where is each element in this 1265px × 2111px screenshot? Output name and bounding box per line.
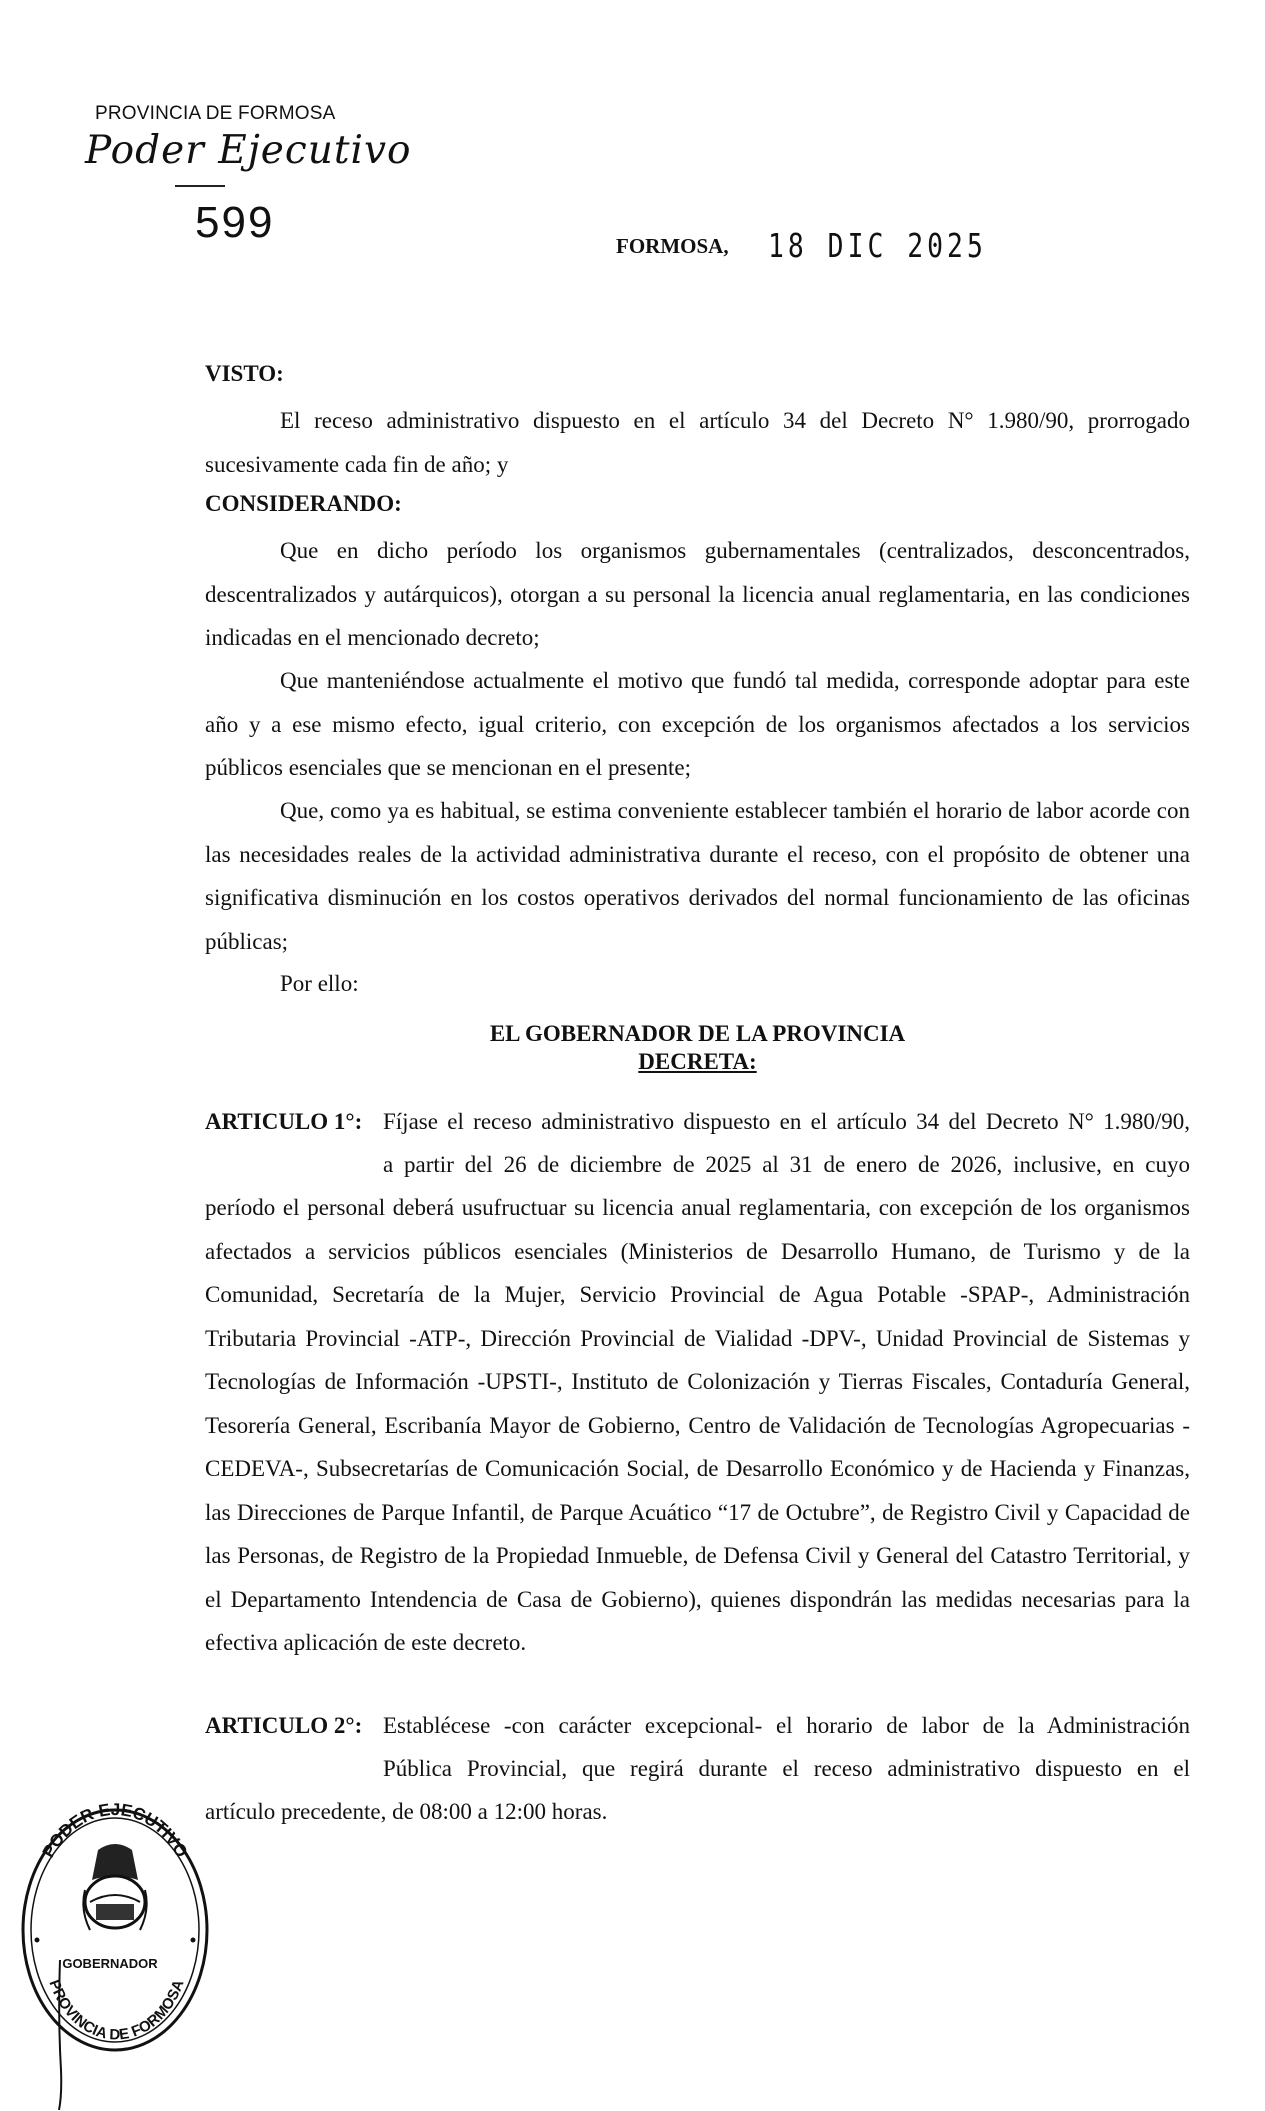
official-seal [10,1770,210,2070]
article-1-label: ARTICULO 1°: [205,1109,363,1134]
article-2-body: artículo precedente, de 08:00 a 12:00 horas. [205,1799,608,1824]
considerando-paragraph-3: Que, como ya es habitual, se estima conveniente establecer también el horario de labor acorde con las necesidades reales de la actividad administrativa durante el receso, con el propósito de obtener una significativa disminución en los costos operativos derivados del normal funcionamiento de las oficinas públicas; [205,798,1190,954]
considerando-paragraph-2: Que manteniéndose actualmente el motivo que fundó tal medida, corresponde adoptar para este año y a ese mismo efecto, igual criterio, con excepción de los organismos afectados a los servicios públicos esenciales que se mencionan en el presente; [205,668,1190,780]
visto-text: El receso administrativo dispuesto en el artículo 34 del Decreto N° 1.980/90, prorrogado sucesivamente cada fin de año; y [205,408,1190,477]
resolution-title: EL GOBERNADOR DE LA PROVINCIA [489,1021,906,1046]
dateline-date-stamp: 18 DIC 2025 [768,226,987,265]
considerando-paragraph-1: Que en dicho período los organismos gubernamentales (centralizados, desconcentrados, descentralizados y autárquicos), otorgan a su personal la licencia anual reglamentaria, en las condiciones indicadas en el mencionado decreto; [205,538,1190,650]
seal-center-text: GOBERNADOR [62,1956,158,1971]
signature-stroke [55,1960,65,2110]
article-1-second-line: a partir del 26 de diciembre de 2025 al 31 de enero de 2026, inclusive, en cuyo [383,1152,1190,1177]
dateline-place: FORMOSA, [616,234,729,258]
considerando-heading: CONSIDERANDO: [205,491,402,516]
letterhead-province: PROVINCIA DE FORMOSA [95,103,336,124]
seal-top-text: PODER EJECUTIVO [38,1799,192,1861]
letterhead-authority: Poder Ejecutivo [85,128,412,173]
article-2-second-line: Pública Provincial, que regirá durante el receso administrativo dispuesto en el [383,1756,1190,1781]
article-1-first-line: Fíjase el receso administrativo dispuesto en el artículo 34 del Decreto N° 1.980/90, [383,1109,1190,1134]
considerando-por-ello: Por ello: [280,971,359,996]
article-1-body: período el personal deberá usufructuar su licencia anual reglamentaria, con excepción de los organismos afectados a servicios públicos esenciales (Ministerios de Desarrollo Humano, de Turismo y de la Comunidad, Secretaría de la Mujer, Servicio Provincial de Agua Potable -SPAP-, Administración Tributaria Provincial -ATP-, Dirección Provincial de Vialidad -DPV-, Unidad Provincial de Sistemas y Tecnologías de Información -UPSTI-, Instituto de Colonización y Tierras Fiscales, Contaduría General, Tesorería General, Escribanía Mayor de Gobierno, Centro de Validación de Tecnologías Agropecuarias -CEDEVA-, Subsecretarías de Comunicación Social, de Desarrollo Económico y de Hacienda y Finanzas, las Direcciones de Parque Infantil, de Parque Acuático “17 de Octubre”, de Registro Civil y Capacidad de las Personas, de Registro de la Propiedad Inmueble, de Defensa Civil y General del Catastro Territorial, y el Departamento Intendencia de Casa de Gobierno), quienes dispondrán las medidas necesarias para la efectiva aplicación de este decreto. [205,1195,1190,1655]
visto-heading: VISTO: [205,361,284,386]
coat-of-arms-icon [83,1844,146,1930]
resolution-verb: DECRETA: [638,1049,757,1074]
decree-number: 599 [195,198,275,247]
article-2-label: ARTICULO 2°: [205,1713,363,1738]
letterhead-divider [175,185,225,187]
seal-bottom-text: PROVINCIA DE FORMOSA [45,1977,188,2044]
article-2-first-line: Establécese -con carácter excepcional- el horario de labor de la Administración [383,1713,1190,1738]
